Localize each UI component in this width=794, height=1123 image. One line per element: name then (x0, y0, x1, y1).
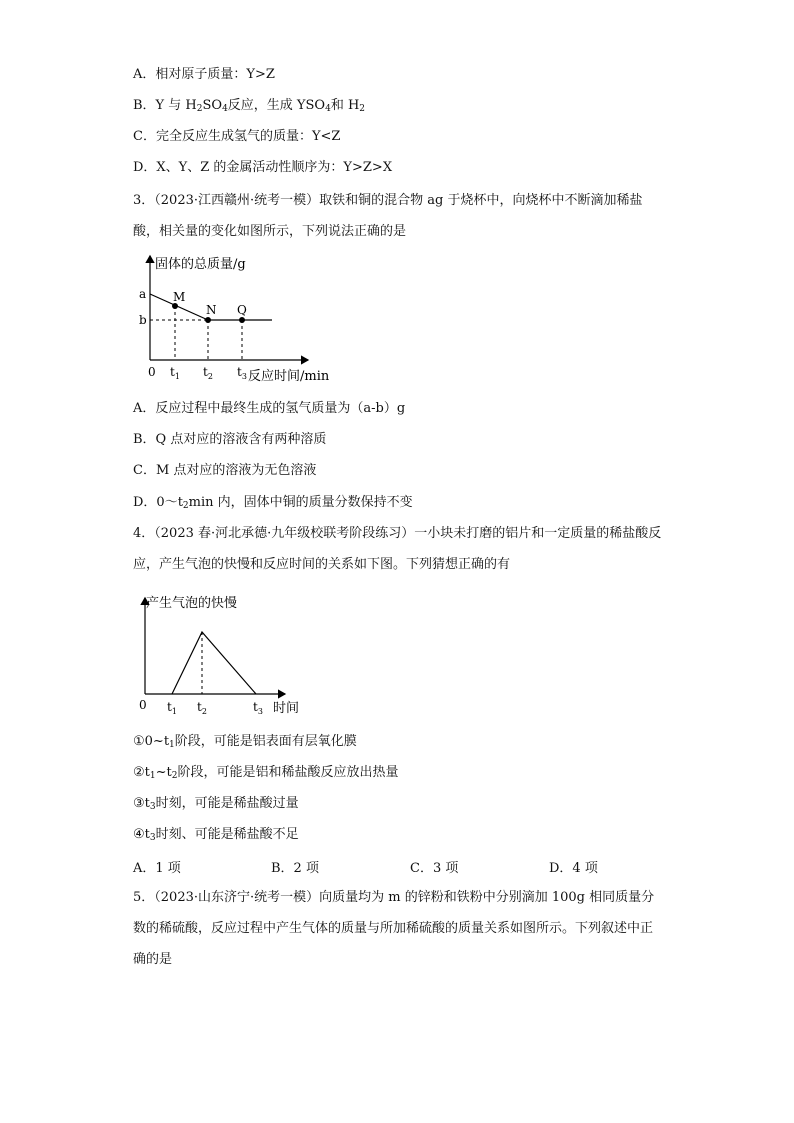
subscript: 3 (149, 833, 156, 843)
q3-label-m: M (173, 290, 186, 304)
subscript: 1 (169, 740, 175, 750)
q4-option-c: C．3 项 (410, 861, 459, 876)
subscript: 2 (359, 104, 366, 114)
q4-s2-rest: 阶段，可能是铝和稀盐酸反应放出热量 (177, 765, 399, 780)
q3-point-n (205, 317, 211, 323)
q3-option-b: B．Q 点对应的溶液含有两种溶质 (133, 432, 327, 447)
subscript: 3 (149, 802, 156, 812)
q3-label-n: N (206, 303, 217, 317)
q3-ylabel: 固体的总质量/g (155, 257, 246, 272)
q4-s1-rest: 阶段，可能是铝表面有层氧化膜 (174, 734, 357, 749)
q4-statement-3 (133, 795, 299, 816)
q4-s2-mid: ~t (155, 765, 172, 780)
subscript: 2 (171, 771, 178, 781)
q3-point-q (239, 317, 245, 323)
q3-xlabel: 反应时间/min (248, 369, 330, 384)
subscript: 1 (149, 771, 156, 781)
subscript: 2 (182, 501, 189, 511)
q2-option-b (133, 97, 365, 118)
q4-xtick-t2: $t_2$ (197, 700, 207, 716)
q2-option-a: A．相对原子质量：Y>Z (133, 67, 275, 82)
q4-line-triangle (172, 632, 256, 694)
subscript: 4 (222, 104, 228, 114)
q4-xtick-t3: $t_3$ (253, 700, 263, 716)
q4-chart (130, 590, 330, 720)
q3-chart (130, 250, 350, 385)
q2-option-c: C．完全反应生成氢气的质量：Y<Z (133, 129, 341, 144)
q3-option-d-pre: D．0～t (133, 495, 183, 510)
q4-stem: 4．（2023 春·河北承德·九年级校联考阶段练习）一小块未打磨的铝片和一定质量的稀盐酸反应，产生气泡的快慢和反应时间的关系如下图。下列猜想正确的有 (133, 526, 662, 572)
q3-option-d (133, 494, 413, 515)
q3-xtick-t3: $t_3$ (237, 365, 247, 381)
q4-xtick-t1: $t_1$ (167, 700, 177, 716)
q3-label-q: Q (237, 303, 247, 317)
q4-statement-1 (133, 733, 357, 754)
q2-option-b-rest: 反应，生成 YSO (227, 98, 326, 113)
q4-statement-4 (133, 826, 299, 847)
q3-option-d-rest: min 内，固体中铜的质量分数保持不变 (188, 495, 413, 510)
q3-stem: 3．（2023·江西赣州·统考一模）取铁和铜的混合物 ag 于烧杯中，向烧杯中不断滴加稀盐酸，相关量的变化如图所示，下列说法正确的是 (133, 193, 643, 239)
q2-option-d: D．X、Y、Z 的金属活动性顺序为：Y>Z>X (133, 160, 393, 175)
q2-option-b-mid: SO (202, 98, 223, 113)
q4-s2-pre: ②t (133, 765, 150, 780)
q3-option-a: A．反应过程中最终生成的氢气质量为（a-b）g (133, 401, 406, 416)
q3-xtick-t1: $t_1$ (170, 365, 180, 381)
q3-origin: 0 (148, 365, 156, 379)
subscript: 2 (196, 104, 203, 114)
q4-s4-rest: 时刻、可能是稀盐酸不足 (155, 827, 299, 842)
q4-ylabel: 产生气泡的快慢 (146, 596, 238, 611)
q4-xlabel: 时间 (273, 701, 300, 716)
q3-ytick-a: a (139, 287, 147, 301)
q2-option-b-pre: B．Y 与 H (133, 98, 197, 113)
q4-s3-rest: 时刻，可能是稀盐酸过量 (155, 796, 299, 811)
q4-statement-2 (133, 764, 399, 785)
q4-option-b: B．2 项 (271, 861, 319, 876)
subscript: 4 (325, 104, 331, 114)
q3-xtick-t2: $t_2$ (203, 365, 213, 381)
q4-s4-pre: ④t (133, 827, 150, 842)
q2-option-b-and: 和 H (330, 98, 360, 113)
q5-stem: 5．（2023·山东济宁·统考一模）向质量均为 m 的锌粉和铁粉中分别滴加 100g 相同质量分数的稀硫酸，反应过程中产生气体的质量与所加稀硫酸的质量关系如图所示。下列叙述中正确的是 (133, 890, 655, 967)
q3-option-c: C．M 点对应的溶液为无色溶液 (133, 463, 317, 478)
q3-ytick-b: b (139, 313, 147, 327)
q4-origin: 0 (139, 698, 147, 712)
q4-s1-pre: ①0~t (133, 734, 170, 749)
q4-s3-pre: ③t (133, 796, 150, 811)
q4-option-a: A．1 项 (133, 861, 181, 876)
q4-option-d: D．4 项 (549, 861, 598, 876)
